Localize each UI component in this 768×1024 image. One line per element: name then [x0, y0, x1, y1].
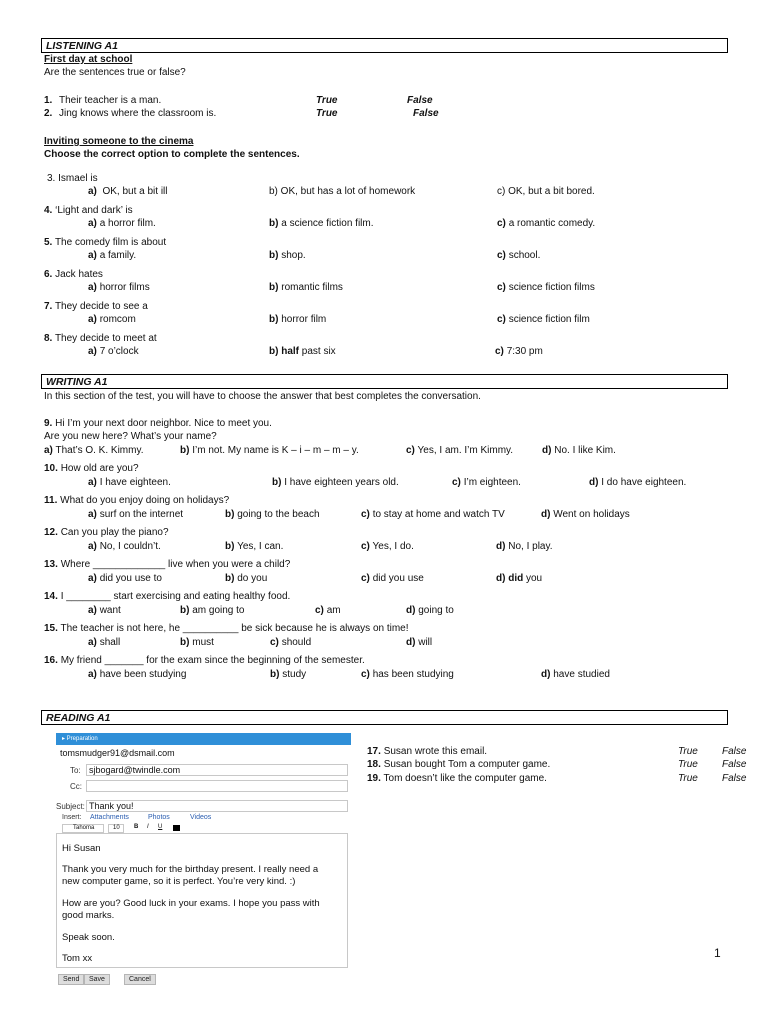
cancel-button[interactable]: Cancel: [124, 974, 156, 985]
q13-option-a[interactable]: a) did you use to: [88, 573, 162, 584]
q18-false[interactable]: False: [722, 759, 747, 770]
q6-option-b[interactable]: b) romantic films: [269, 282, 343, 293]
q1-true[interactable]: True: [316, 95, 338, 106]
q11-option-a[interactable]: a) surf on the internet: [88, 509, 184, 520]
q12-option-d[interactable]: d) No, I play.: [496, 541, 553, 552]
listening-header-box: [41, 38, 728, 53]
subject-field[interactable]: Thank you!: [86, 800, 348, 812]
reading-header-box: [41, 710, 728, 725]
text-color-icon[interactable]: [173, 825, 180, 831]
underline-icon[interactable]: U: [158, 824, 163, 830]
send-button[interactable]: Send: [58, 974, 84, 985]
section-instructions: Are the sentences true or false?: [44, 67, 186, 78]
q11-stem: 11. What do you enjoy doing on holidays?: [44, 495, 230, 506]
q4-stem: 4. ‘Light and dark’ is: [44, 205, 133, 216]
q13-stem: 13. Where _____________ live when you were a child?: [44, 559, 291, 570]
q7-option-a[interactable]: a) romcom: [88, 314, 136, 325]
q17-false[interactable]: False: [722, 746, 747, 757]
section-title-first-day: First day at school: [44, 54, 133, 65]
listening-header: LISTENING A1: [46, 40, 118, 52]
email-compose-window: [56, 733, 351, 988]
q8-stem: 8. They decide to meet at: [44, 333, 157, 344]
section-instructions-cinema: Choose the correct option to complete the sentences.: [44, 149, 300, 160]
font-select[interactable]: Tahoma: [62, 824, 104, 833]
q12-option-a[interactable]: a) No, I couldn’t.: [88, 541, 161, 552]
q18-true[interactable]: True: [678, 759, 698, 770]
q8-option-a[interactable]: a) 7 o’clock: [88, 346, 139, 357]
q7-option-c[interactable]: c) science fiction film: [497, 314, 590, 325]
q14-stem: 14. I ________ start exercising and eating healthy food.: [44, 591, 291, 602]
q5-option-c[interactable]: c) school.: [497, 250, 541, 261]
q15-stem: 15. The teacher is not here, he __________ be sick because he is always on time!: [44, 623, 409, 634]
q9-option-a[interactable]: a) That’s O. K. Kimmy.: [44, 445, 144, 456]
page-number: 1: [714, 946, 721, 960]
q9-line1: 9. Hi I’m your next door neighbor. Nice to meet you.: [44, 418, 272, 429]
q10-option-a[interactable]: a) I have eighteen.: [88, 477, 171, 488]
q14-option-d[interactable]: d) going to: [406, 605, 454, 616]
q16-option-a[interactable]: a) have been studying: [88, 669, 187, 680]
q2-text: Jing knows where the classroom is.: [59, 108, 217, 119]
writing-instructions: In this section of the test, you will have to choose the answer that best completes the conversation.: [44, 391, 481, 402]
q16-stem: 16. My friend _______ for the exam since the beginning of the semester.: [44, 655, 365, 666]
insert-label: Insert:: [62, 814, 82, 821]
q1-text: Their teacher is a man.: [59, 95, 162, 106]
q2-false[interactable]: False: [413, 108, 439, 119]
q15-option-b[interactable]: b) must: [180, 637, 214, 648]
email-from: tomsmudger91@dsmail.com: [60, 748, 175, 758]
q5-stem: 5. The comedy film is about: [44, 237, 167, 248]
email-para1-line1: Thank you very much for the birthday present. I really need a: [62, 864, 319, 875]
size-select[interactable]: 10: [108, 824, 124, 833]
q19-false[interactable]: False: [722, 773, 747, 784]
email-greeting: Hi Susan: [62, 843, 101, 854]
q13-option-c[interactable]: c) did you use: [361, 573, 424, 584]
q17-text: 17. Susan wrote this email.: [367, 746, 488, 757]
q1-false[interactable]: False: [407, 95, 433, 106]
email-para1-line2: new computer game, so it is perfect. You’re very kind. :): [62, 876, 296, 887]
q4-option-a[interactable]: a) a horror film.: [88, 218, 156, 229]
email-signature: Tom xx: [62, 953, 93, 964]
q5-option-b[interactable]: b) shop.: [269, 250, 306, 261]
q18-text: 18. Susan bought Tom a computer game.: [367, 759, 551, 770]
subject-label: Subject:: [56, 802, 85, 811]
q3-option-c[interactable]: c) OK, but a bit bored.: [497, 186, 595, 197]
q3-stem: 3. Ismael is: [47, 173, 98, 184]
email-closing: Speak soon.: [62, 932, 115, 943]
q9-option-d[interactable]: d) No. I like Kim.: [542, 445, 616, 456]
q7-option-b[interactable]: b) horror film: [269, 314, 327, 325]
q17-true[interactable]: True: [678, 746, 698, 757]
q13-option-b[interactable]: b) do you: [225, 573, 268, 584]
q8-option-b[interactable]: b) half past six: [269, 346, 336, 357]
q16-option-d[interactable]: d) have studied: [541, 669, 610, 680]
q11-option-c[interactable]: c) to stay at home and watch TV: [361, 509, 505, 520]
q5-option-a[interactable]: a) a family.: [88, 250, 137, 261]
to-field[interactable]: sjbogard@twindle.com: [86, 764, 348, 776]
q6-stem: 6. Jack hates: [44, 269, 103, 280]
q10-stem: 10. How old are you?: [44, 463, 139, 474]
email-para2-line2: good marks.: [62, 910, 115, 921]
q10-option-b[interactable]: b) I have eighteen years old.: [272, 477, 399, 488]
to-label: To:: [70, 766, 81, 775]
q3-option-a[interactable]: a) OK, but a bit ill: [88, 186, 168, 197]
q19-text: 19. Tom doesn’t like the computer game.: [367, 773, 547, 784]
q4-option-b[interactable]: b) a science fiction film.: [269, 218, 374, 229]
q9-option-c[interactable]: c) Yes, I am. I’m Kimmy.: [406, 445, 514, 456]
q7-stem: 7. They decide to see a: [44, 301, 148, 312]
email-body[interactable]: [56, 833, 348, 968]
q15-option-a[interactable]: a) shall: [88, 637, 121, 648]
q2-true[interactable]: True: [316, 108, 338, 119]
cc-label: Cc:: [70, 782, 82, 791]
q9-option-b[interactable]: b) I’m not. My name is K – i – m – m – y.: [180, 445, 359, 456]
q12-option-c[interactable]: c) Yes, I do.: [361, 541, 414, 552]
videos-link[interactable]: Videos: [190, 814, 212, 821]
q15-option-c[interactable]: c) should: [270, 637, 312, 648]
q3-option-b[interactable]: b) OK, but has a lot of homework: [269, 186, 416, 197]
q19-true[interactable]: True: [678, 773, 698, 784]
email-para2-line1: How are you? Good luck in your exams. I hope you pass with: [62, 898, 320, 909]
q12-option-b[interactable]: b) Yes, I can.: [225, 541, 284, 552]
attachments-link[interactable]: Attachments: [90, 814, 129, 821]
q16-option-c[interactable]: c) has been studying: [361, 669, 454, 680]
writing-header: WRITING A1: [46, 376, 108, 388]
q16-option-b[interactable]: b) study: [270, 669, 307, 680]
q4-option-c[interactable]: c) a romantic comedy.: [497, 218, 596, 229]
q8-option-c[interactable]: c) 7:30 pm: [495, 346, 543, 357]
q14-option-b[interactable]: b) am going to: [180, 605, 245, 616]
q13-option-d[interactable]: d) did you: [496, 573, 543, 584]
reading-header: READING A1: [46, 712, 111, 724]
save-button[interactable]: Save: [84, 974, 110, 985]
q9-line2: Are you new here? What’s your name?: [44, 431, 217, 442]
writing-header-box: [41, 374, 728, 389]
q12-stem: 12. Can you play the piano?: [44, 527, 169, 538]
q14-option-a[interactable]: a) want: [88, 605, 121, 616]
q11-option-b[interactable]: b) going to the beach: [225, 509, 320, 520]
q6-option-c[interactable]: c) science fiction films: [497, 282, 595, 293]
q6-option-a[interactable]: a) horror films: [88, 282, 150, 293]
email-titlebar: ▸ Preparation: [56, 733, 351, 745]
q1-num: 1.: [44, 95, 53, 106]
photos-link[interactable]: Photos: [148, 814, 170, 821]
q10-option-c[interactable]: c) I’m eighteen.: [452, 477, 521, 488]
cc-field[interactable]: [86, 780, 348, 792]
q15-option-d[interactable]: d) will: [406, 637, 433, 648]
q14-option-c[interactable]: c) am: [315, 605, 341, 616]
bold-icon[interactable]: B: [134, 824, 139, 830]
italic-icon[interactable]: I: [147, 824, 149, 830]
q2-num: 2.: [44, 108, 53, 119]
q10-option-d[interactable]: d) I do have eighteen.: [589, 477, 687, 488]
section-title-cinema: Inviting someone to the cinema: [44, 136, 194, 147]
q11-option-d[interactable]: d) Went on holidays: [541, 509, 630, 520]
